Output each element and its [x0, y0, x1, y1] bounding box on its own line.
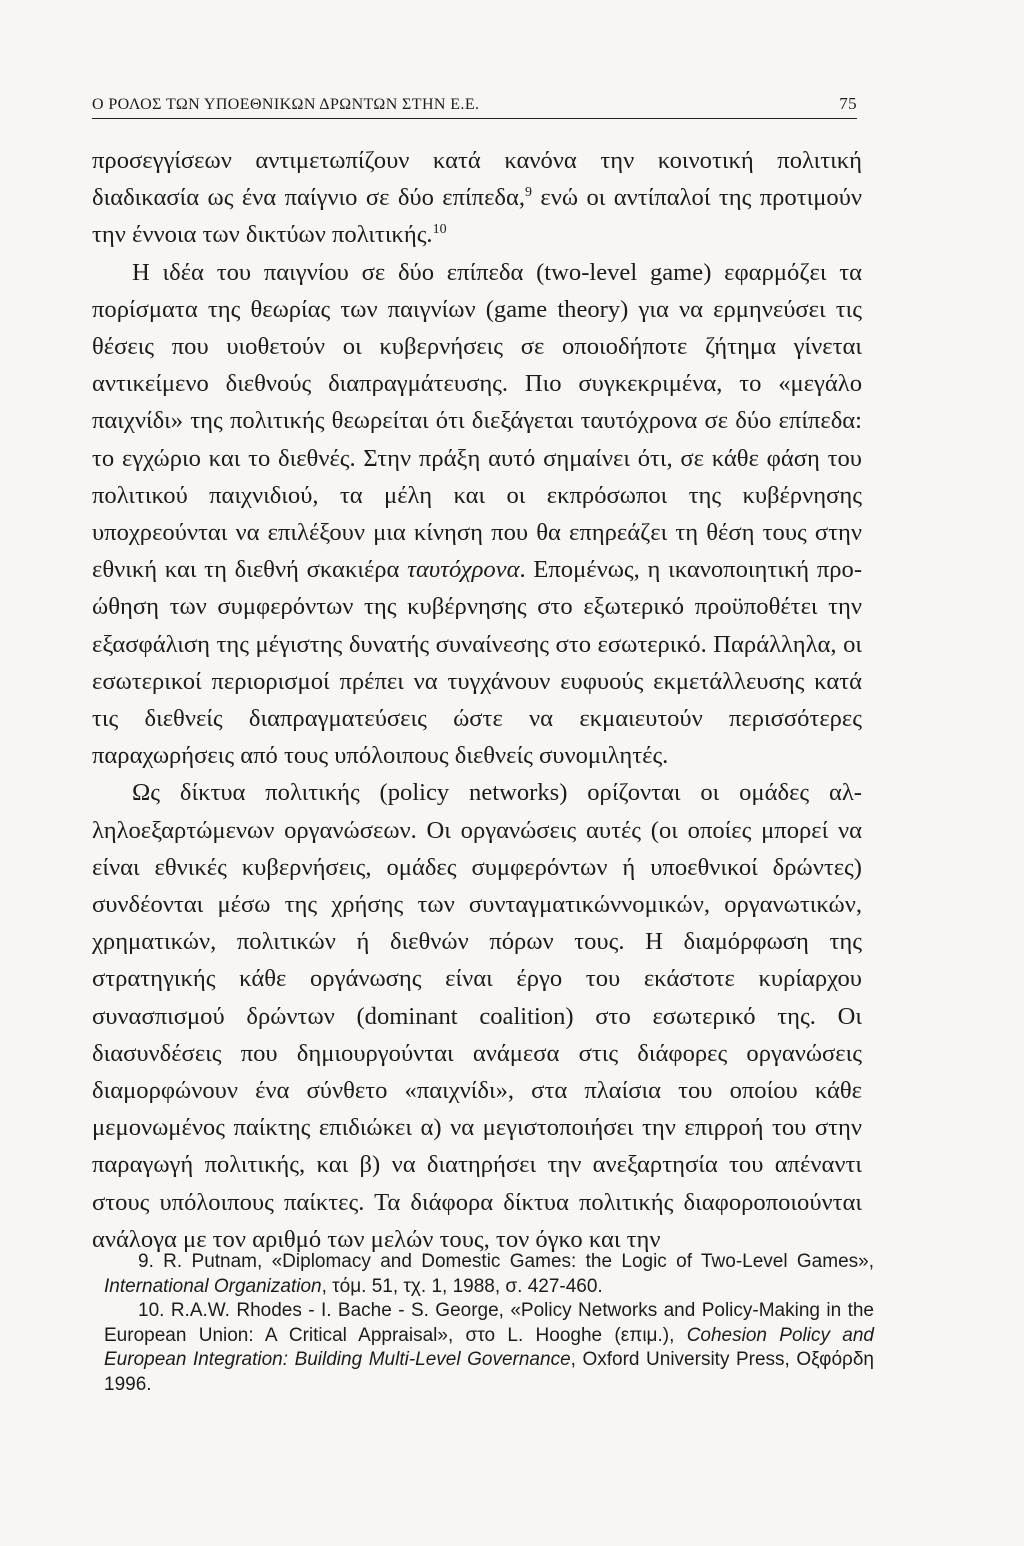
footnote-ref-9: 9 — [525, 185, 533, 201]
footnote-9-text-a: 9. R. Putnam, «Diplomacy and Domestic Games: the Logic of Two-Level Games», — [138, 1251, 874, 1272]
footnote-10-text-a: 10. R.A.W. Rhodes - I. Bache - S. George, «Policy Networks and Policy-Making in the European Union: A Critical Appraisal», στο L. Hooghe (επιμ.), — [104, 1300, 874, 1346]
footnote-10-text-b: , Oxford University Press, Οξφόρδη 1996. — [104, 1349, 874, 1395]
paragraph-2 — [92, 254, 862, 775]
paragraph-1-text-a: προσεγγίσεων αντιμετωπίζουν κατά κανόνα την κοινοτική πολιτική διαδικασία ως ένα παίγνιο σε δύο επίπεδα, — [92, 147, 862, 212]
page-number: 75 — [839, 94, 857, 113]
paragraph-1-text-b: ενώ οι αντίπαλοί της προτιμούν την έννοια των δικτύων πολιτικής. — [92, 184, 862, 249]
running-title: Ο ΡΟΛΟΣ ΤΩΝ ΥΠΟΕΘΝΙΚΩΝ ΔΡΩΝΤΩΝ ΣΤΗΝ Ε.Ε. — [92, 96, 480, 113]
footnote-9 — [104, 1250, 874, 1299]
paragraph-3: Ως δίκτυα πολιτικής (policy networks) ορίζονται οι ομάδες αλληλοεξαρτώμενων οργανώσεων. Οι οργανώσεις αυτές (οι οποίες μπορεί να είναι εθνικές κυβερνήσεις, ομάδες συμφερόντων ή υποεθνικοί δρώντες) συνδέονται μέσω της χρήσης των συνταγματικώννομικών, οργανωτικών, χρηματικών, πολιτικών ή διεθνών πόρων τους. Η διαμόρφωση της στρατηγικής κάθε οργάνωσης είναι έργο του εκάστοτε κυρίαρχου συνασπισμού δρώντων (dominant coalition) στο εσωτερικό της. Οι διασυνδέσεις που δημιουργούνται ανάμεσα στις διάφορες οργανώσεις διαμορφώνουν ένα σύνθετο «παιχνίδι», στα πλαίσια του οποίου κάθε μεμονωμένος παίκτης επιδιώκει α) να μεγιστοποιήσει την επιρροή του στην παραγωγή πολιτικής, και β) να διατηρήσει την ανεξαρτησία του απέναντι στους υπόλοιπους παίκτες. Τα διάφορα δίκτυα πολιτικής διαφοροποιούνται ανάλογα με τον αριθμό των μελών τους, τον όγκο και την — [92, 779, 862, 1253]
footnote-ref-10: 10 — [432, 222, 447, 238]
footnote-10 — [104, 1299, 874, 1397]
paragraph-2-emphasis: ταυτόχρονα — [407, 556, 520, 584]
body-text — [92, 142, 862, 1258]
running-header — [92, 92, 857, 119]
footnote-9-text-b: , τόμ. 51, τχ. 1, 1988, σ. 427-460. — [321, 1275, 603, 1297]
paragraph-2-text-b: . Επομένως, η ικανοποιητική προώθηση των συμφερόντων της κυβέρνησης στο εξωτερικό προϋποθέτει την εξασφάλιση της μέγιστης δυνατής συναίνεσης στο εσωτερικό. Παράλληλα, οι εσωτερικοί περιορισμοί πρέπει να τυγχάνουν ευφυούς εκμετάλλευσης κατά τις διεθνείς διαπραγματεύσεις ώστε να εκμαιευτούν περισσότερες παραχωρήσεις από τους υπόλοιπους διεθνείς συνομιλητές. — [92, 556, 863, 770]
footnotes — [104, 1250, 874, 1397]
footnote-9-journal: International Organization — [104, 1275, 322, 1297]
paragraph-2-text-a: Η ιδέα του παιγνίου σε δύο επίπεδα (two-level game) εφαρμόζει τα πορίσματα της θεωρίας των παιγνίων (game theory) για να ερμηνεύσει τις θέσεις που υιοθετούν οι κυβερνήσεις σε οποιοδήποτε ζήτημα γίνεται αντικείμενο διεθνούς διαπραγμάτευσης. Πιο συγκεκριμένα, το «μεγάλο παιχνίδι» της πολιτικής θεωρείται ότι διεξάγεται ταυτόχρονα σε δύο επίπεδα: το εγχώριο και το διεθνές. Στην πράξη αυτό σημαίνει ότι, σε κάθε φάση του πολιτικού παιχνιδιού, τα μέλη και οι εκπρόσωποι της κυβέρνησης υποχρεούνται να επιλέξουν μια κίνηση που θα επηρεάζει τη θέση τους στην εθνική και τη διεθνή σκακιέρα — [92, 258, 862, 584]
footnote-10-book-title: Cohesion Policy and European Integration: Building Multi-Level Governance — [104, 1324, 874, 1370]
paragraph-1 — [92, 142, 862, 254]
